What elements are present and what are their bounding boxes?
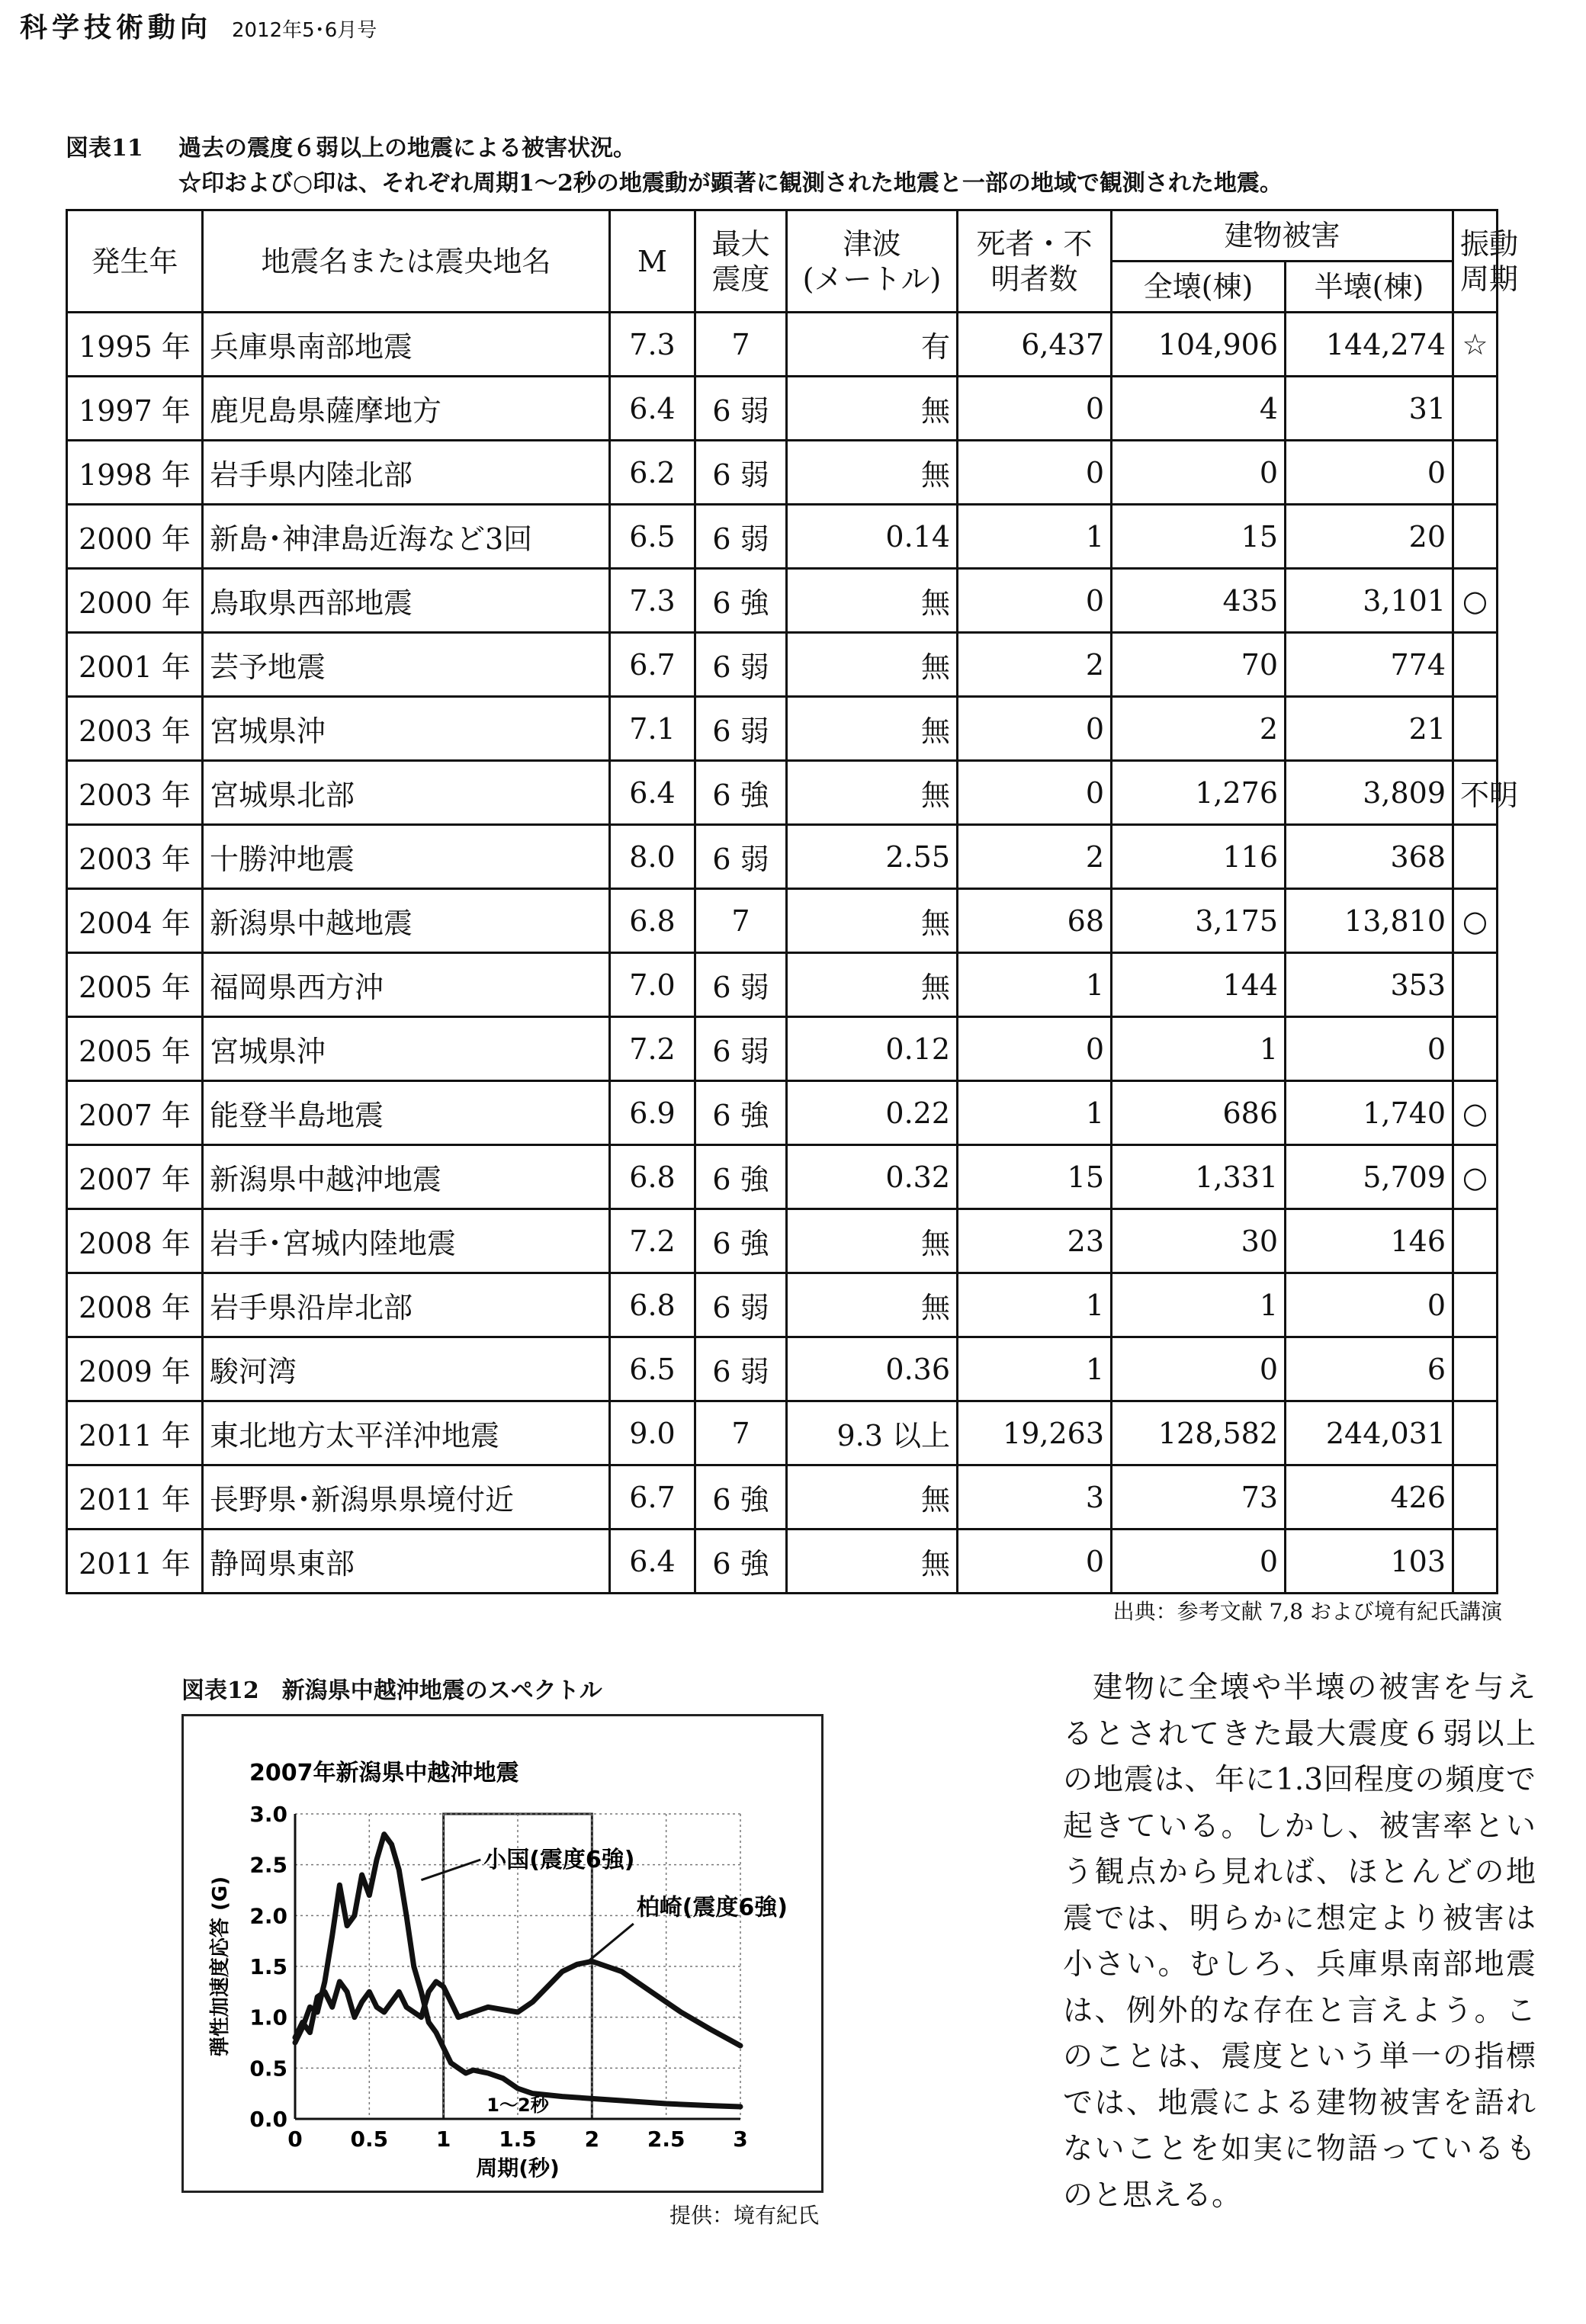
cell-collapsed: 128,582	[1112, 1401, 1286, 1465]
table-row	[67, 1209, 1498, 1273]
cell-year: 2011 年	[67, 1530, 203, 1594]
cell-name: 東北地方太平洋沖地震	[203, 1401, 610, 1465]
figure11-label: 図表11	[66, 135, 143, 162]
cell-collapsed: 2	[1112, 697, 1286, 761]
header-intensity: 最大 震度	[695, 210, 787, 313]
cell-intensity: 6 強	[695, 1081, 787, 1145]
figure11-note: ☆印および○印は、それぞれ周期1〜2秒の地震動が顕著に観測された地震と一部の地域で観測された地震。	[178, 170, 1283, 197]
header-tsunami: 津波 (メートル)	[787, 210, 958, 313]
table-row	[67, 1017, 1498, 1081]
cell-casualties: 2	[958, 825, 1112, 889]
cell-period: 不明	[1453, 761, 1498, 825]
cell-m: 6.7	[610, 1465, 695, 1530]
cell-tsunami: 0.32	[787, 1145, 958, 1209]
cell-intensity: 6 強	[695, 1145, 787, 1209]
table-row	[67, 889, 1498, 953]
x-tick-label: 3	[733, 2127, 748, 2152]
cell-period	[1453, 1273, 1498, 1337]
cell-tsunami: 無	[787, 569, 958, 633]
cell-tsunami: 無	[787, 953, 958, 1017]
cell-m: 7.3	[610, 569, 695, 633]
table-row	[67, 441, 1498, 505]
cell-m: 7.2	[610, 1209, 695, 1273]
cell-intensity: 6 弱	[695, 697, 787, 761]
cell-name: 新島･神津島近海など3回	[203, 505, 610, 569]
highlight-range-label: 1〜2秒	[486, 2094, 549, 2116]
cell-period: ○	[1453, 1145, 1498, 1209]
cell-intensity: 6 弱	[695, 953, 787, 1017]
cell-tsunami: 9.3 以上	[787, 1401, 958, 1465]
cell-tsunami: 無	[787, 1209, 958, 1273]
cell-casualties: 0	[958, 761, 1112, 825]
cell-intensity: 6 強	[695, 1465, 787, 1530]
cell-collapsed: 144	[1112, 953, 1286, 1017]
cell-collapsed: 435	[1112, 569, 1286, 633]
cell-collapsed: 1	[1112, 1273, 1286, 1337]
cell-tsunami: 無	[787, 1530, 958, 1594]
cell-half: 368	[1286, 825, 1453, 889]
cell-casualties: 1	[958, 1273, 1112, 1337]
cell-half: 6	[1286, 1337, 1453, 1401]
cell-half: 144,274	[1286, 313, 1453, 377]
cell-tsunami: 0.12	[787, 1017, 958, 1081]
cell-period	[1453, 1017, 1498, 1081]
cell-year: 2003 年	[67, 761, 203, 825]
table-row	[67, 505, 1498, 569]
table-row	[67, 1337, 1498, 1401]
cell-tsunami: 無	[787, 1465, 958, 1530]
cell-m: 6.8	[610, 889, 695, 953]
cell-m: 6.7	[610, 633, 695, 697]
cell-tsunami: 0.14	[787, 505, 958, 569]
cell-intensity: 6 強	[695, 1209, 787, 1273]
cell-year: 2008 年	[67, 1273, 203, 1337]
table-row	[67, 1273, 1498, 1337]
cell-collapsed: 1,331	[1112, 1145, 1286, 1209]
cell-intensity: 7	[695, 313, 787, 377]
cell-m: 7.3	[610, 313, 695, 377]
cell-casualties: 68	[958, 889, 1112, 953]
cell-year: 2007 年	[67, 1081, 203, 1145]
cell-half: 146	[1286, 1209, 1453, 1273]
cell-tsunami: 無	[787, 697, 958, 761]
series-1-label: 小国(震度6強)	[483, 1847, 635, 1873]
cell-m: 6.5	[610, 1337, 695, 1401]
figure12-title: 新潟県中越沖地震のスペクトル	[281, 1677, 602, 1704]
cell-period	[1453, 1337, 1498, 1401]
header-magnitude: M	[610, 210, 695, 313]
cell-year: 1997 年	[67, 377, 203, 441]
x-tick-label: 2	[584, 2127, 600, 2152]
cell-m: 6.4	[610, 1530, 695, 1594]
figure12-source: 提供：境有紀氏	[669, 2203, 820, 2228]
cell-casualties: 0	[958, 377, 1112, 441]
cell-casualties: 0	[958, 569, 1112, 633]
cell-casualties: 0	[958, 1017, 1112, 1081]
cell-casualties: 3	[958, 1465, 1112, 1530]
cell-intensity: 6 弱	[695, 1017, 787, 1081]
cell-year: 2005 年	[67, 953, 203, 1017]
cell-casualties: 0	[958, 1530, 1112, 1594]
table-row	[67, 761, 1498, 825]
cell-name: 長野県･新潟県県境付近	[203, 1465, 610, 1530]
cell-name: 福岡県西方沖	[203, 953, 610, 1017]
cell-tsunami: 無	[787, 1273, 958, 1337]
cell-name: 新潟県中越沖地震	[203, 1145, 610, 1209]
cell-casualties: 1	[958, 505, 1112, 569]
cell-name: 宮城県北部	[203, 761, 610, 825]
x-tick-label: 1.5	[499, 2127, 537, 2152]
cell-collapsed: 116	[1112, 825, 1286, 889]
figure11-title: 過去の震度６弱以上の地震による被害状況。	[178, 135, 636, 162]
cell-intensity: 6 弱	[695, 441, 787, 505]
cell-period	[1453, 1530, 1498, 1594]
cell-casualties: 19,263	[958, 1401, 1112, 1465]
cell-period	[1453, 633, 1498, 697]
x-tick-label: 0.5	[350, 2127, 389, 2152]
cell-year: 2000 年	[67, 569, 203, 633]
header-name: 地震名または震央地名	[203, 210, 610, 313]
spectrum-chart-svg	[184, 1716, 821, 2191]
cell-collapsed: 1	[1112, 1017, 1286, 1081]
cell-name: 十勝沖地震	[203, 825, 610, 889]
y-tick-label: 3.0	[249, 1802, 287, 1827]
cell-casualties: 2	[958, 633, 1112, 697]
cell-year: 2003 年	[67, 825, 203, 889]
cell-intensity: 6 弱	[695, 1337, 787, 1401]
header-casualties: 死者・不 明者数	[958, 210, 1112, 313]
cell-name: 新潟県中越地震	[203, 889, 610, 953]
cell-period	[1453, 697, 1498, 761]
cell-name: 駿河湾	[203, 1337, 610, 1401]
cell-intensity: 6 弱	[695, 1273, 787, 1337]
cell-casualties: 0	[958, 697, 1112, 761]
cell-tsunami: 無	[787, 761, 958, 825]
cell-intensity: 6 弱	[695, 633, 787, 697]
table-row	[67, 633, 1498, 697]
cell-tsunami: 無	[787, 633, 958, 697]
cell-casualties: 6,437	[958, 313, 1112, 377]
table-row	[67, 1401, 1498, 1465]
cell-collapsed: 686	[1112, 1081, 1286, 1145]
y-tick-label: 1.5	[249, 1954, 287, 1979]
cell-year: 2004 年	[67, 889, 203, 953]
x-tick-label: 2.5	[647, 2127, 685, 2152]
cell-year: 1998 年	[67, 441, 203, 505]
x-tick-label: 1	[435, 2127, 451, 2152]
cell-collapsed: 1,276	[1112, 761, 1286, 825]
cell-casualties: 15	[958, 1145, 1112, 1209]
cell-half: 244,031	[1286, 1401, 1453, 1465]
cell-casualties: 1	[958, 953, 1112, 1017]
magazine-title: 科学技術動向	[20, 12, 213, 43]
cell-intensity: 6 強	[695, 569, 787, 633]
y-tick-label: 0.0	[249, 2107, 287, 2132]
figure11-caption	[66, 131, 1283, 201]
series-2-label: 柏崎(震度6強)	[636, 1894, 788, 1921]
figure12-caption	[181, 1671, 602, 1705]
header-period: 振動 周期	[1453, 210, 1498, 313]
cell-half: 1,740	[1286, 1081, 1453, 1145]
figure12-label: 図表12	[181, 1677, 259, 1704]
header-year: 発生年	[67, 210, 203, 313]
cell-year: 1995 年	[67, 313, 203, 377]
cell-collapsed: 3,175	[1112, 889, 1286, 953]
figure11-source: 出典：参考文献 7,8 および境有紀氏講演	[1112, 1599, 1502, 1624]
cell-name: 宮城県沖	[203, 1017, 610, 1081]
table-row	[67, 569, 1498, 633]
cell-casualties: 1	[958, 1337, 1112, 1401]
body-text	[1063, 1665, 1536, 2219]
cell-half: 103	[1286, 1530, 1453, 1594]
cell-name: 芸予地震	[203, 633, 610, 697]
cell-period: ○	[1453, 889, 1498, 953]
cell-period	[1453, 953, 1498, 1017]
cell-casualties: 1	[958, 1081, 1112, 1145]
cell-half: 426	[1286, 1465, 1453, 1530]
cell-period: ○	[1453, 1081, 1498, 1145]
cell-period	[1453, 377, 1498, 441]
table-row	[67, 1081, 1498, 1145]
cell-year: 2007 年	[67, 1145, 203, 1209]
cell-half: 5,709	[1286, 1145, 1453, 1209]
cell-year: 2005 年	[67, 1017, 203, 1081]
cell-half: 0	[1286, 441, 1453, 505]
cell-m: 7.2	[610, 1017, 695, 1081]
cell-period	[1453, 441, 1498, 505]
cell-half: 31	[1286, 377, 1453, 441]
cell-collapsed: 0	[1112, 441, 1286, 505]
cell-m: 7.0	[610, 953, 695, 1017]
cell-tsunami: 0.36	[787, 1337, 958, 1401]
cell-name: 岩手県沿岸北部	[203, 1273, 610, 1337]
cell-m: 6.2	[610, 441, 695, 505]
cell-intensity: 6 弱	[695, 505, 787, 569]
cell-period	[1453, 825, 1498, 889]
cell-half: 3,101	[1286, 569, 1453, 633]
cell-collapsed: 0	[1112, 1337, 1286, 1401]
cell-half: 20	[1286, 505, 1453, 569]
cell-half: 3,809	[1286, 761, 1453, 825]
cell-tsunami: 0.22	[787, 1081, 958, 1145]
cell-year: 2008 年	[67, 1209, 203, 1273]
table-row	[67, 1465, 1498, 1530]
cell-m: 6.9	[610, 1081, 695, 1145]
cell-name: 静岡県東部	[203, 1530, 610, 1594]
cell-collapsed: 104,906	[1112, 313, 1286, 377]
cell-m: 6.8	[610, 1145, 695, 1209]
cell-m: 6.4	[610, 761, 695, 825]
cell-name: 宮城県沖	[203, 697, 610, 761]
table-row	[67, 1145, 1498, 1209]
cell-m: 6.5	[610, 505, 695, 569]
x-tick-label: 0	[287, 2127, 303, 2152]
cell-m: 6.8	[610, 1273, 695, 1337]
y-tick-label: 0.5	[249, 2056, 287, 2082]
cell-name: 鹿児島県薩摩地方	[203, 377, 610, 441]
page-header	[20, 6, 377, 52]
cell-tsunami: 有	[787, 313, 958, 377]
cell-m: 9.0	[610, 1401, 695, 1465]
issue-label: 2012年5･6月号	[232, 19, 377, 42]
cell-collapsed: 70	[1112, 633, 1286, 697]
cell-period	[1453, 505, 1498, 569]
cell-name: 鳥取県西部地震	[203, 569, 610, 633]
series-1-leader-line	[421, 1860, 480, 1880]
cell-tsunami: 無	[787, 441, 958, 505]
cell-intensity: 6 弱	[695, 825, 787, 889]
y-tick-label: 2.0	[249, 1903, 287, 1929]
cell-half: 774	[1286, 633, 1453, 697]
earthquake-damage-table	[66, 209, 1519, 1594]
y-axis-label: 弾性加速度応答 (G)	[209, 1876, 232, 2057]
chart-title: 2007年新潟県中越沖地震	[249, 1760, 519, 1786]
cell-intensity: 6 強	[695, 761, 787, 825]
cell-intensity: 6 弱	[695, 377, 787, 441]
spectrum-chart	[181, 1714, 824, 2193]
cell-name: 能登半島地震	[203, 1081, 610, 1145]
cell-year: 2001 年	[67, 633, 203, 697]
cell-year: 2003 年	[67, 697, 203, 761]
table-row	[67, 313, 1498, 377]
cell-name: 兵庫県南部地震	[203, 313, 610, 377]
x-axis-label: 周期(秒)	[476, 2155, 560, 2181]
table-row	[67, 697, 1498, 761]
table-row	[67, 825, 1498, 889]
cell-collapsed: 73	[1112, 1465, 1286, 1530]
cell-year: 2009 年	[67, 1337, 203, 1401]
body-paragraph: 建物に全壊や半壊の被害を与えるとされてきた最大震度６弱以上の地震は、年に1.3回程度の頻度で起きている。しかし、被害率という観点から見れば、ほとんどの地震では、明らかに想定より被害は小さい。むしろ、兵庫県南部地震は、例外的な存在と言えよう。このことは、震度という単一の指標では、地震による建物被害を語れないことを如実に物語っているものと思える。	[1063, 1671, 1536, 2213]
cell-collapsed: 30	[1112, 1209, 1286, 1273]
cell-half: 13,810	[1286, 889, 1453, 953]
header-collapsed: 全壊(棟)	[1112, 262, 1286, 313]
cell-year: 2011 年	[67, 1401, 203, 1465]
cell-collapsed: 4	[1112, 377, 1286, 441]
cell-casualties: 23	[958, 1209, 1112, 1273]
cell-m: 6.4	[610, 377, 695, 441]
cell-period: ☆	[1453, 313, 1498, 377]
cell-tsunami: 2.55	[787, 825, 958, 889]
header-half-collapsed: 半壊(棟)	[1286, 262, 1453, 313]
cell-period	[1453, 1209, 1498, 1273]
cell-half: 353	[1286, 953, 1453, 1017]
table-row	[67, 377, 1498, 441]
cell-collapsed: 0	[1112, 1530, 1286, 1594]
cell-collapsed: 15	[1112, 505, 1286, 569]
cell-period	[1453, 1465, 1498, 1530]
cell-period: ○	[1453, 569, 1498, 633]
cell-year: 2000 年	[67, 505, 203, 569]
y-tick-label: 1.0	[249, 2005, 287, 2030]
cell-half: 0	[1286, 1017, 1453, 1081]
cell-name: 岩手･宮城内陸地震	[203, 1209, 610, 1273]
cell-m: 7.1	[610, 697, 695, 761]
cell-m: 8.0	[610, 825, 695, 889]
cell-year: 2011 年	[67, 1465, 203, 1530]
y-tick-label: 2.5	[249, 1852, 287, 1878]
cell-name: 岩手県内陸北部	[203, 441, 610, 505]
cell-tsunami: 無	[787, 377, 958, 441]
table-row	[67, 1530, 1498, 1594]
cell-intensity: 7	[695, 1401, 787, 1465]
cell-intensity: 7	[695, 889, 787, 953]
header-building-damage: 建物被害	[1112, 210, 1453, 262]
cell-tsunami: 無	[787, 889, 958, 953]
cell-casualties: 0	[958, 441, 1112, 505]
cell-half: 21	[1286, 697, 1453, 761]
cell-half: 0	[1286, 1273, 1453, 1337]
cell-intensity: 6 強	[695, 1530, 787, 1594]
cell-period	[1453, 1401, 1498, 1465]
table-row	[67, 953, 1498, 1017]
